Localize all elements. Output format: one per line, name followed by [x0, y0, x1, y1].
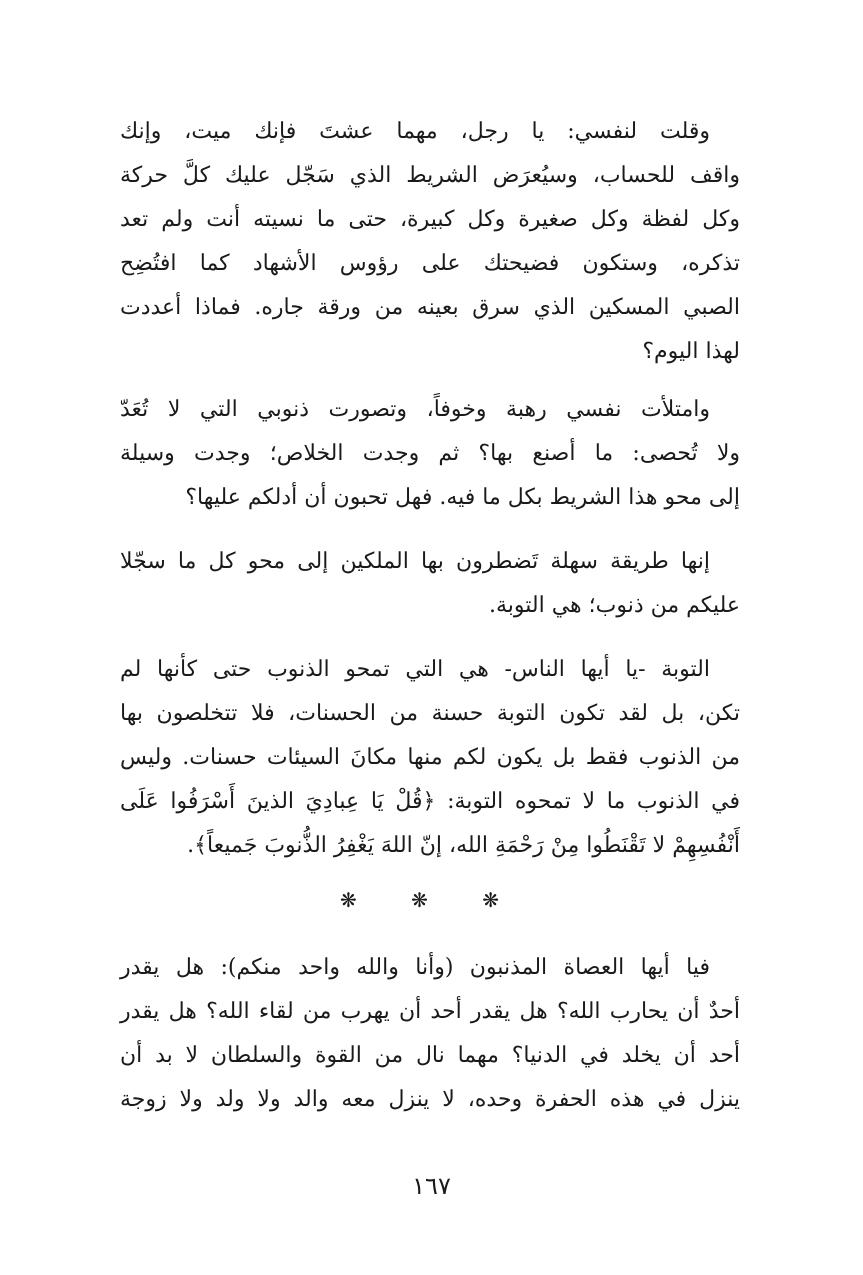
text-line: تذكره، وستكون فضيحتك على رؤوس الأشهاد كما افتُضِح — [120, 251, 740, 276]
text-line: أحدٌ أن يحارب الله؟ هل يقدر أحد أن يهرب من لقاء الله؟ هل يقدر — [120, 999, 740, 1024]
text-line: لهذا اليوم؟ — [642, 339, 740, 364]
paragraph-3 — [120, 540, 740, 628]
text-line: إنها طريقة سهلة تَضطرون بها الملكين إلى محو كل ما سجّلا — [120, 549, 710, 574]
text-line: أَنْفُسِهِمْ لا تَقْنَطُوا مِنْ رَحْمَةِ الله، إنّ اللهَ يَغْفِرُ الذُّنوبَ جَميعاً﴾. — [187, 833, 740, 858]
section-separator: ❋ ❋ ❋ — [340, 888, 523, 912]
text-line: واقف للحساب، وسيُعرَض الشريط الذي سَجّل عليك كلَّ حركة — [120, 163, 740, 188]
text-line: تكن، بل لقد تكون التوبة حسنة من الحسنات، فلا تتخلصون بها — [120, 701, 740, 726]
text-line: فيا أيها العصاة المذنبون (وأنا والله واحد منكم): هل يقدر — [120, 955, 710, 980]
text-line: أحد أن يخلد في الدنيا؟ مهما نال من القوة والسلطان لا بد أن — [120, 1043, 740, 1068]
text-line: وكل لفظة وكل صغيرة وكل كبيرة، حتى ما نسيته أنت ولم تعد — [120, 207, 740, 232]
paragraph-4 — [120, 648, 740, 868]
text-line: وامتلأت نفسي رهبة وخوفاً، وتصورت ذنوبي التي لا تُعَدّ — [120, 397, 710, 422]
text-line: الصبي المسكين الذي سرق بعينه من ورقة جاره. فماذا أعددت — [120, 295, 740, 320]
text-line: التوبة -يا أيها الناس- هي التي تمحو الذنوب حتى كأنها لم — [120, 657, 710, 682]
paragraph-5 — [120, 946, 740, 1122]
paragraph-2 — [120, 388, 740, 520]
text-line: ولا تُحصى: ما أصنع بها؟ ثم وجدت الخلاص؛ وجدت وسيلة — [120, 441, 740, 466]
text-line: من الذنوب فقط بل يكون لكم منها مكانَ السيئات حسنات. وليس — [120, 745, 740, 770]
text-line: عليكم من ذنوب؛ هي التوبة. — [488, 593, 740, 618]
paragraph-1 — [120, 110, 740, 374]
text-line: إلى محو هذا الشريط بكل ما فيه. فهل تحبون أن أدلكم عليها؟ — [185, 485, 740, 510]
text-line: في الذنوب ما لا تمحوه التوبة: ﴿قُلْ يَا عِبادِيَ الذينَ أَسْرَفُوا عَلَى — [120, 789, 740, 814]
text-line: وقلت لنفسي: يا رجل، مهما عشتَ فإنك ميت، وإنك — [120, 119, 710, 144]
text-line: ينزل في هذه الحفرة وحده، لا ينزل معه والد ولا ولد ولا زوجة — [120, 1087, 740, 1112]
page-number: ١٦٧ — [412, 1172, 451, 1200]
